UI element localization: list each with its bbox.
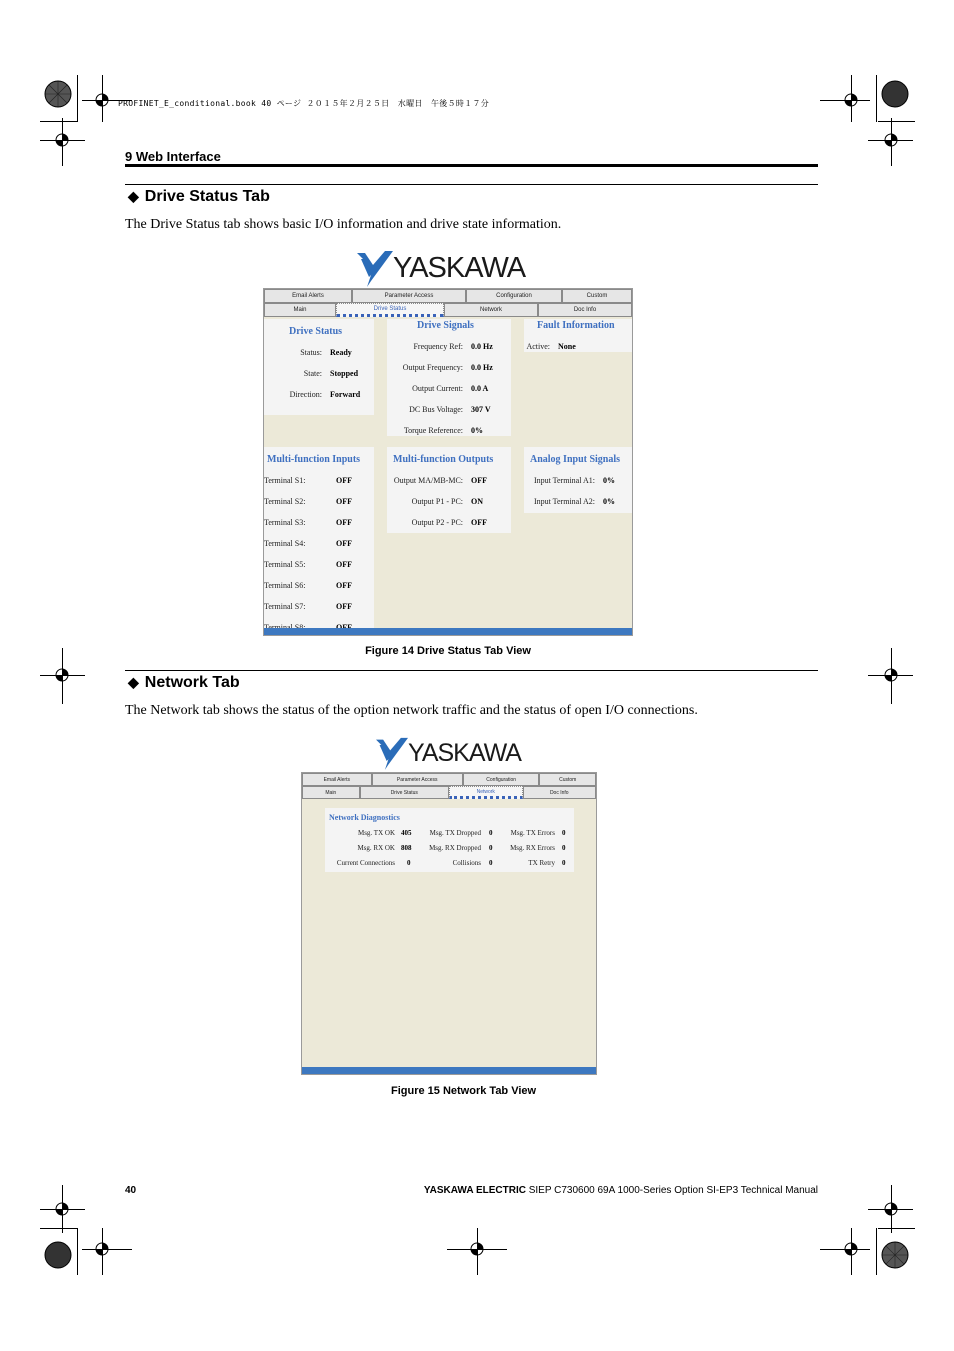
state-row: State: Stopped [303,369,359,378]
multi-function-outputs-panel [387,447,511,533]
panel-title: Analog Input Signals [530,454,621,465]
signal-row: Torque Reference: 0% [403,426,483,435]
fault-row: Active: None [526,342,576,351]
status-bar [264,628,632,635]
registration-target-icon [51,129,73,151]
registration-target-icon [51,1198,73,1220]
panel-title: Drive Status [289,326,343,337]
print-info-header: PROFINET_E_conditional.book 40 ページ ２０１５年２月２５日 水曜日 午後５時１７分 [118,99,490,108]
tab-configuration[interactable]: Configuration [466,289,562,303]
header-rule [125,164,818,167]
drive-status-heading: ◆ Drive Status Tab [128,188,270,205]
input-row: Terminal S4: OFF [264,539,352,548]
input-row: Terminal S2: OFF [264,497,352,506]
analog-row: Input Terminal A2: 0% [533,497,615,506]
signal-row: Output Current: 0.0 A [412,384,489,393]
analog-row: Input Terminal A1: 0% [533,476,615,485]
diagnostic-cell: TX Retry 0 [528,859,566,867]
tab-row-top [264,289,632,303]
input-row: Terminal S3: OFF [264,518,352,527]
diagnostic-cell: Msg. TX OK 405 [357,829,412,837]
tab-row-bottom [264,303,632,317]
fault-information-panel [524,319,632,352]
registration-target-icon [880,664,902,686]
section-header: 9 Web Interface [125,149,221,164]
color-registration-circle-icon [881,80,909,108]
tab-email-alerts[interactable]: Email Alerts [302,773,372,786]
direction-row: Direction: Forward [289,390,361,399]
diagnostic-cell: Current Connections 0 [336,859,411,867]
yaskawa-mark-icon [376,736,408,770]
tab-custom[interactable]: Custom [562,289,632,303]
registration-target-icon [91,1238,113,1260]
section-divider [125,184,818,185]
network-description: The Network tab shows the status of the option network traffic and the status of open I/O connections. [125,703,698,718]
yaskawa-logo: YASKAWA [357,249,525,287]
tab-network[interactable]: Network [444,303,538,317]
manual-title: YASKAWA ELECTRIC SIEP C730600 69A 1000-Series Option SI-EP3 Technical Manual [423,1185,818,1196]
drive-status-screenshot [263,288,633,636]
tab-main[interactable]: Main [264,303,336,317]
diagnostic-cell: Msg. TX Errors 0 [510,829,566,837]
input-row: Terminal S5: OFF [264,560,352,569]
color-registration-circle-icon [44,1241,72,1269]
color-registration-circle-icon [44,80,72,108]
drive-status-description: The Drive Status tab shows basic I/O information and drive state information. [125,217,562,232]
panel-title: Multi-function Outputs [393,454,494,465]
network-heading: ◆ Network Tab [128,674,240,691]
figure-14-caption: Figure 14 Drive Status Tab View [365,645,531,657]
registration-target-icon [91,89,113,111]
input-row: Terminal S6: OFF [264,581,352,590]
yaskawa-logo: YASKAWA [376,736,521,770]
panel-title: Fault Information [537,320,615,331]
network-diagnostics-panel [325,808,574,872]
tab-doc-info[interactable]: Doc Info [523,786,597,799]
registration-target-icon [51,664,73,686]
tab-drive-status[interactable]: Drive Status [336,303,444,317]
diagnostic-cell: Msg. TX Dropped 0 [429,829,493,837]
tab-parameter-access[interactable]: Parameter Access [372,773,463,786]
tab-network[interactable]: Network [449,786,523,799]
page-number: 40 [125,1185,137,1196]
panel-title: Network Diagnostics [329,813,400,822]
registration-target-icon [880,1198,902,1220]
registration-target-icon [840,1238,862,1260]
diagnostic-cell: Collisions 0 [452,859,493,867]
diamond-bullet-icon: ◆ [128,188,139,204]
panel-title: Drive Signals [417,320,474,331]
analog-input-signals-panel [524,447,632,513]
tab-custom[interactable]: Custom [539,773,596,786]
input-row: Terminal S1: OFF [264,476,352,485]
registration-target-icon [840,89,862,111]
drive-signals-panel [387,319,511,436]
signal-row: Frequency Ref: 0.0 Hz [413,342,493,351]
tab-parameter-access[interactable]: Parameter Access [352,289,466,303]
diagnostic-cell: Msg. RX OK 808 [357,844,412,852]
output-row: Output P2 - PC: OFF [411,518,487,527]
tab-drive-status[interactable]: Drive Status [360,786,449,799]
registration-target-icon [466,1238,488,1260]
tab-row-bottom [302,786,596,799]
tab-main[interactable]: Main [302,786,360,799]
registration-target-icon [880,129,902,151]
color-registration-circle-icon [881,1241,909,1269]
tab-email-alerts[interactable]: Email Alerts [264,289,352,303]
signal-row: Output Frequency: 0.0 Hz [402,363,493,372]
output-row: Output MA/MB-MC: OFF [393,476,487,485]
tab-configuration[interactable]: Configuration [463,773,539,786]
status-bar [302,1067,596,1074]
status-row: Status: Ready [300,348,352,357]
panel-title: Multi-function Inputs [267,454,361,465]
figure-15-caption: Figure 15 Network Tab View [391,1085,537,1097]
diamond-bullet-icon: ◆ [128,674,139,690]
yaskawa-mark-icon [357,249,393,287]
input-row: Terminal S7: OFF [264,602,352,611]
network-screenshot [301,772,597,1075]
tab-doc-info[interactable]: Doc Info [538,303,632,317]
diagnostic-cell: Msg. RX Dropped 0 [429,844,493,852]
section-divider [125,670,818,671]
signal-row: DC Bus Voltage: 307 V [409,405,491,414]
drive-status-panel [264,319,374,415]
output-row: Output P1 - PC: ON [411,497,483,506]
tab-row-top [302,773,596,786]
diagnostic-cell: Msg. RX Errors 0 [510,844,566,852]
multi-function-inputs-panel [264,447,374,636]
